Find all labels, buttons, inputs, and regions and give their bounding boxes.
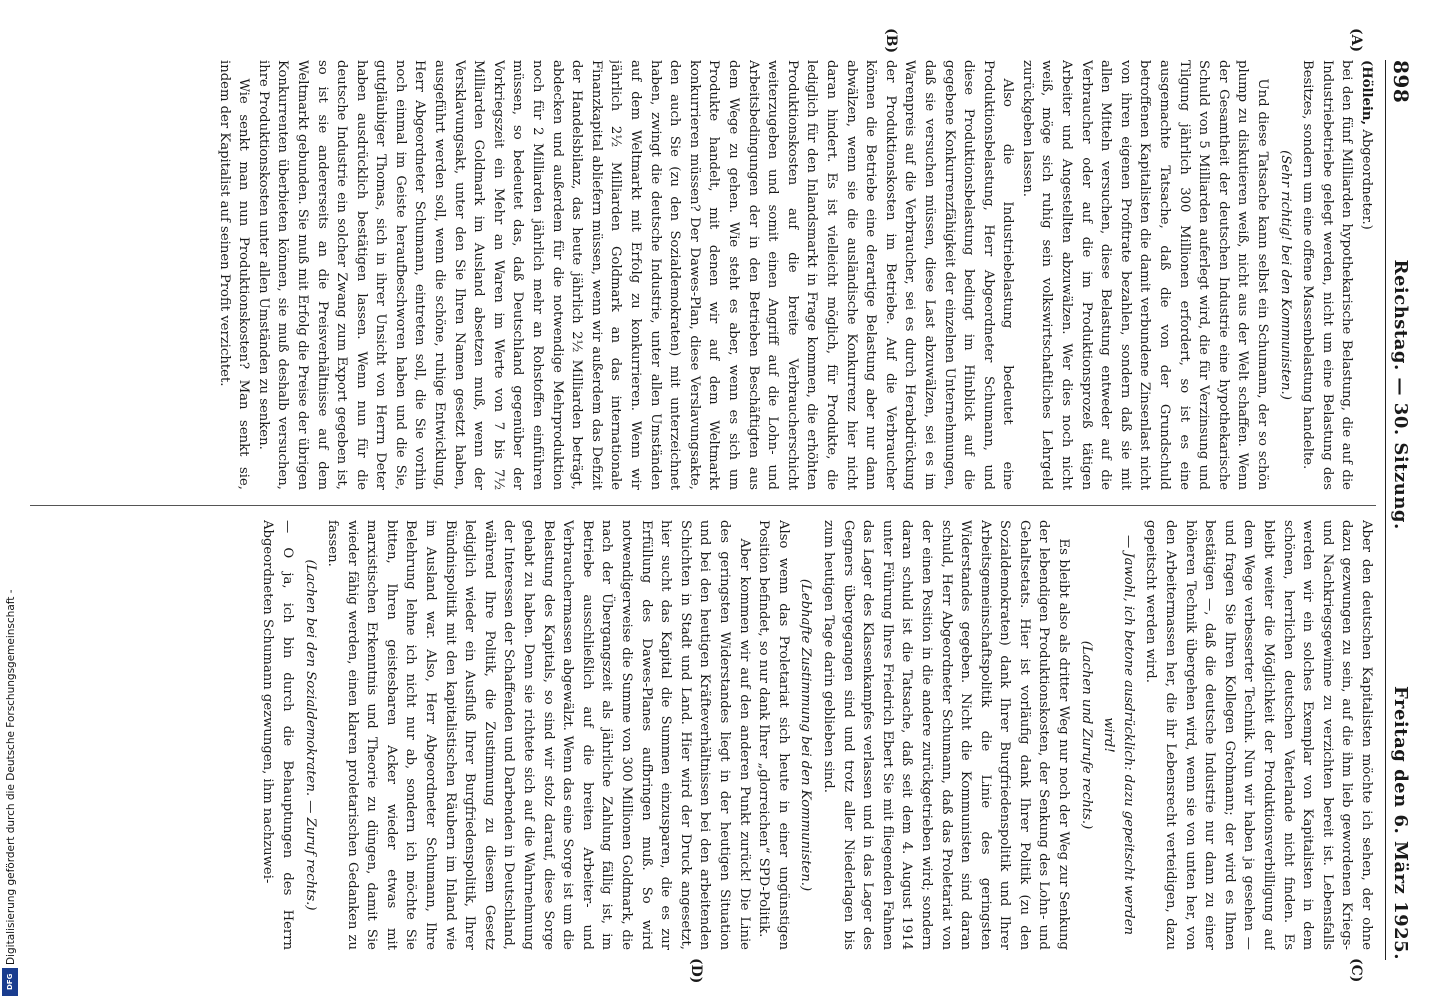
margin-mark-d: (D) <box>688 958 704 984</box>
paragraph: Aber den deutschen Kapitalisten möchte ich sehen, der ohne dazu gezwungen zu sein, auf die ihm lieb gewordenen Kriegs- und Nachkriegsgewinne zu verzichten bereit ist. Lebensfalls werden wir ein solches Exemplar von Kapitalisten in dem schönen, herrlichen deutschen Vaterlande nicht finden. Es bleibt weiter die Möglichkeit der Produktionsverbilligung auf dem Wege verbesserter Technik. Nun wir haben ja gesehen — und fragen Sie Ihren Kollegen Grohmann; der wird es Ihnen bestätigen —, daß die deutsche Industrie nur dann zu einer höheren Technik übergehen wird, wenn sie von unten her, von den Arbeitermassen her, die ihr Lebensrecht verteidigen, dazu gepeitscht werden wird. <box>1143 520 1374 950</box>
header-title: Reichstag. — 30. Sitzung. <box>1390 259 1412 530</box>
paragraph: — O ja, ich bin durch die Behauptungen des Herrn Abgeordneten Schumann gezwungen, ihm nachzuwei- <box>260 520 295 950</box>
right-column <box>30 520 1376 950</box>
margin-mark-a: (A) <box>1348 28 1364 53</box>
dfg-logo: DFG <box>2 968 18 996</box>
paragraph: Also die Industriebelastung bedeutet eine Produktionsbelastung, Herr Abgeordneter Schumann, und diese Produktionsbelastung bedingt im Hinblick auf die gegebene Konkurrenzfähigkeit der einzelnen Unternehmungen, daß sie versuchen müssen, diese Last abzuwälzen, sei es im Warenpreis auf die Verbraucher, sei es durch Herabdrückung der Produktionskosten im Betriebe. Auf die Verbraucher können die Betriebe eine derartige Belastung aber nur dann abwälzen, wenn sie die ausländische Konkurrenz hier nicht daran hindert. Es ist vielleicht möglich, für Produkte, die lediglich für den Inlandsmarkt in Frage kommen, die erhöhten Produktionskosten auf die breite Verbraucherschicht weiterzugeben und somit einen Angriff auf die Lohn- und Arbeitsbedingungen der in den Betrieben Beschäftigten aus dem Wege zu gehen. Wie steht es aber, wenn es sich um Produkte handelt, mit denen wir auf dem Weltmarkt konkurrieren müssen? Der Dawes-Plan, diese Verslavungsakte, den auch Sie (zu den Sozialdemokraten) mit unterzeichnet haben, zwingt die deutsche Industrie, unter allen Umständen auf dem Weltmarkt mit Erfolg zu konkurrieren. Wenn wir jährlich 2½ Milliarden Goldmark an das internationale Finanzkapital abliefern müssen, wenn wir außerdem das Defizit der Handelsbilanz, das heute jährlich 2½ Milliarden beträgt, abdecken und außerdem für die notwendige Mehrproduktion noch für 2 Milliarden jährlich mehr an Rohstoffen einführen müssen, so bedeutet das, daß Deutschland gegenüber der Vorkriegszeit ein Mehr an Waren im Werte von 7 bis 7½ Milliarden Goldmark im Ausland absetzen muß, wenn der Versklavungsakt, unter den Sie Ihren Namen gesetzt haben, ausgeführt werden soll, wenn die schöne, ruhige Entwicklung, Herr Abgeordneter Schumann, eintreten soll, die Sie vorhin noch einmal im Geiste heraufbeschworen haben und die Sie, gutgläubiger Thomas, sich in ihrer Unsicht von Herrn Deter haben ausdrücklich bestätigen lassen. Wenn nun für die deutsche Industrie ein solcher Zwang zum Export gegeben ist, so ist sie andererseits an die Preisverhältnisse auf dem Weltmarkt gebunden. Sie muß mit Erfolg die Preise der übrigen Konkurrenten überbieten können, sie muß deshalb versuchen, ihre Produktionskosten unter allen Umständen zu senken. <box>255 60 1016 490</box>
paragraph: Und diese Tatsache kann selbst ein Schumann, der so schön plump zu diskutieren weiß, nicht aus der Welt schaffen. Wenn der Gesamtheit der deutschen Industrie eine hypothekarische Schuld von 5 Milliarden auferlegt wird, die für Verzinsung und Tilgung jährlich 300 Millionen erfordert, so ist es eine ausgemachte Tatsache, daß die von der Grundschuld betroffenen Kapitalisten die damit verbundene Zinsenlast nicht von ihren eigenen Profitrate bezahlen, sondern daß sie mit allen Mitteln versuchen, diese Belastung entweder auf die Verbraucher oder auf die im Produktionsprozeß tätigen Arbeiter und Angestellten abzuwälzen. Wer dies noch nicht weiß, möge sich ruhig sein volkswirtschaftliches Lehrgeld zurückgeben lassen. <box>1019 60 1271 490</box>
paragraph: bei den fünf Milliarden hypothekarische Belastung, die auf die Industriebetriebe gelegt werden, nicht um eine Belastung des Besitzes, sondern um eine offene Massenbelastung handelte. <box>1300 60 1355 490</box>
credit-text: Digitalisierung gefördert durch die Deutsche Forschungsgemeinschaft - <box>5 589 17 965</box>
column-divider <box>30 505 1376 506</box>
margin-mark-c: (C) <box>1348 958 1364 983</box>
paragraph: Es bleibt also als dritter Weg nur noch der Weg zur Senkung der lebendigen Produktionskosten, der Senkung des Lohn- und Gehaltsetats. Hier ist vorläufig dank Ihrer Politik (zu den Sozialdemokraten) dank Ihrer Burgfriedenspolitik und Ihrer Arbeitsgemeinschaftspolitik die Linie des geringsten Widerstandes gegeben. Nicht die Kommunisten sind daran schuld, Herr Abgeordneter Schumann, daß das Proletariat von der einen Position in die andere zurückgetrieben wird; sondern daran schuld ist die Tatsache, daß seit dem 4. August 1914 unter Führung Ihres Friedrich Ebert Sie mit fliegenden Fahnen das Lager des Klassenkampfes verlassen und in das Lager des Gegners übergegangen sind und trotz aller Niederlagen bis zum heutigen Tage darin geblieben sind. <box>820 520 1072 950</box>
digitization-credit <box>2 0 20 1000</box>
interjection: (Lebhafte Zustimmung bei den Kommunisten.) <box>798 578 814 892</box>
interjection: (Sehr richtig! bei den Kommunisten.) <box>1277 150 1293 400</box>
paragraph: Wie senkt man nun Produktionskosten? Man senkt sie, indem der Kapitalist auf seinen Profit verzichtet. <box>216 60 252 490</box>
speaker-name: (Höllein, <box>1359 60 1374 126</box>
page-header <box>1385 60 1416 960</box>
speaker-line <box>1356 60 1376 490</box>
margin-mark-b: (B) <box>883 28 899 54</box>
speaker-role: Abgeordneter.) <box>1359 129 1374 230</box>
left-column <box>30 60 1376 490</box>
interjection: (Lachen bei den Sozialdemokraten. — Zuruf rechts.) <box>302 559 318 911</box>
paragraph: Also wenn das Proletariat sich heute in einer ungünstigen Position befindet, so nur dank Ihrer „glorreichen“ SPD-Politik. <box>756 520 791 950</box>
paragraph: Aber kommen wir auf den anderen Punkt zurück! Die Linie des geringsten Widerstandes liegt in der heutigen Situation und bei den heutigen Kräfteverhältnissen bei den arbeitenden Schichten in Stadt und Land. Hier wird der Druck angesetzt, hier sucht das Kapital die Summen einzusparen, die es zur Erfüllung des Dawes-Planes aufbringen muß. So wird notwendigerweise die Summe von 300 Millionen Goldmark, die nach der Übergangszeit als jährliche Zahlung fällig ist, im Betriebe ausschließlich auf die breiten Arbeiter- und Verbrauchermassen abgewälzt. Wenn das eine Sorge ist um die Belastung des Kapitals, so sind wir stolz darauf, diese Sorge gehabt zu haben. Denn sie richtete sich auf die Wahrnehmung der Interessen der Schaffenden und Darbenden in Deutschland, während Ihre Politik, die Zustimmung zu diesem Gesetz lediglich wieder ein Ausfluß Ihrer Burgfriedenspolitik, Ihrer Bündnispolitik mit den kapitalistischen Räubern im Inland wie im Ausland war. Also, Herr Abgeordneter Schumann, Ihre Belehrung lehne ich nicht nur ab, sondern ich möchte Sie bitten, Ihren geistesbaren Acker wieder etwas mit marxistischen Erkenntnis und Theorie zu düngen, damit Sie wieder fähig werden, einen klaren proletarischen Gedanken zu fassen. <box>325 520 752 950</box>
interjection: — Jawohl, ich betone ausdrücklich: dazu gepeitscht werden wird! <box>1101 534 1136 936</box>
page-number: 898 <box>1389 60 1413 104</box>
interjection: (Lachen und Zurufe rechts.) <box>1078 640 1094 830</box>
header-date: Freitag den 6. März 1925. <box>1390 686 1412 960</box>
